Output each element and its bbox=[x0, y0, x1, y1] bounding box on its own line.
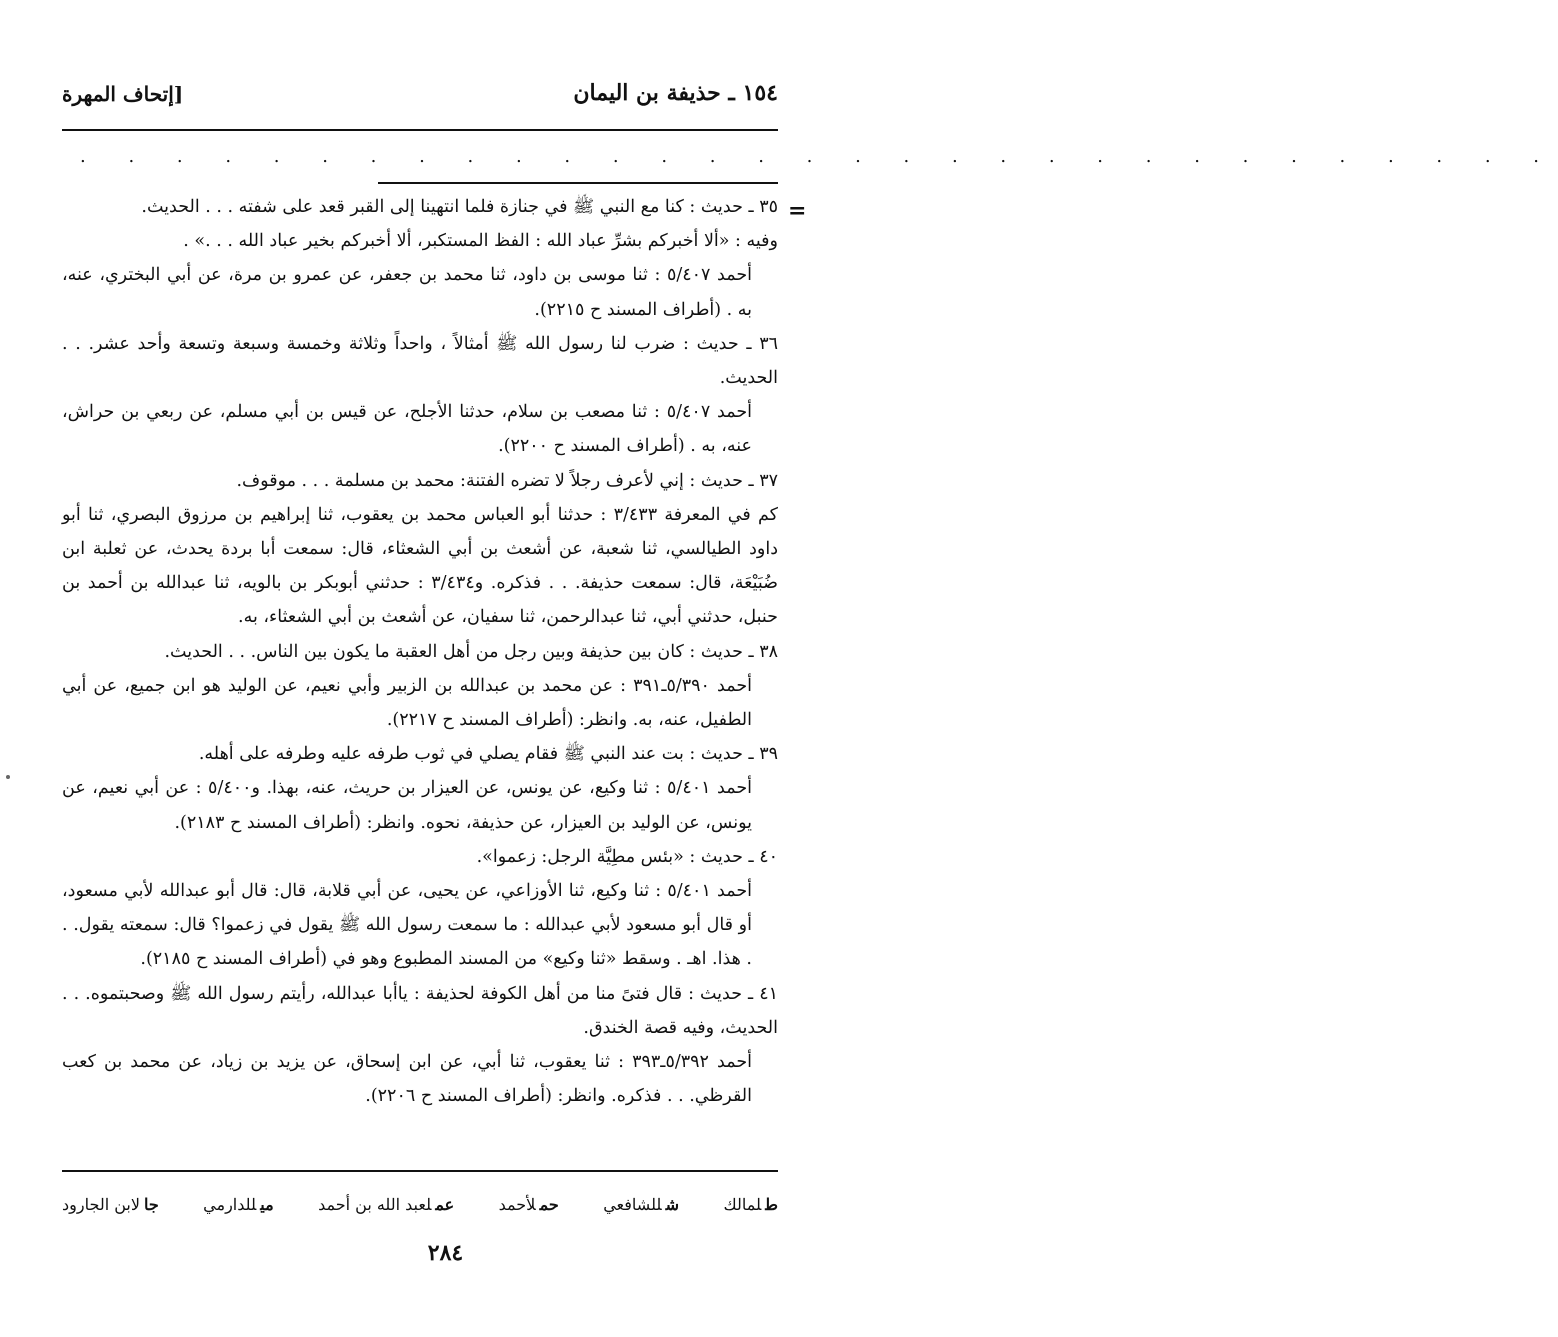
header-rule bbox=[62, 129, 778, 131]
entry-37-source: كم في المعرفة ٣/٤٣٣ : حدثنا أبو العباس محمد بن يعقوب، ثنا إبراهيم بن مرزوق البصري، ثنا أبو داود الطيالسي، ثنا شعبة، عن أشعث بن أبي الشعثاء، قال: سمعت أبا بردة يحدث، عن ثعلبة ابن ضُبَيْعَة، قال: سمعت حذيفة. . . فذكره. و٣/٤٣٤ : حدثني أبوبكر بن بالويه، ثنا عبدالله بن أحمد بن حنبل، حدثني أبي، ثنا عبدالرحمن، ثنا سفيان، عن أشعث بن أبي الشعثاء، به. bbox=[62, 504, 779, 628]
entry-40-source: أحمد ٥/٤٠١ : ثنا وكيع، ثنا الأوزاعي، عن يحيى، عن أبي قلابة، قال: قال أبو عبدالله لأبي مسعود، أو قال أبو مسعود لأبي عبدالله : ما سمعت رسول الله ﷺ يقول في زعموا؟ قال: سمعته يقول. . . هذا. اهـ . وسقط «ثنا وكيع» من المسند المطبوع وهو في (أطراف المسند ح ٢١٨٥). bbox=[62, 881, 753, 970]
entry-38-source: أحمد ٥/٣٩٠ـ٣٩١ : عن محمد بن عبدالله بن الزبير وأبي نعيم، عن الوليد هو ابن جميع، عن أبي الطفيل، عنه، به. وانظر: (أطراف المسند ح ٢٢١٧). bbox=[62, 675, 753, 731]
ellipsis-dots: . . . . . . . . . . . . . . . . . . . . . . . . . . . . . . . bbox=[80, 146, 1558, 167]
section-title: ١٥٤ ـ حذيفة بن اليمان bbox=[573, 80, 778, 106]
entry-41: ٤١ ـ حديث : قال فتىً منا من أهل الكوفة لحذيفة : ياأبا عبدالله، رأيتم رسول الله ﷺ وصحبتموه. . . الحديث، وفيه قصة الخندق. bbox=[62, 983, 778, 1038]
abbr-item: حملأحمد bbox=[498, 1194, 559, 1214]
page-header bbox=[62, 80, 778, 120]
footer-rule bbox=[62, 1170, 778, 1172]
entry-36: ٣٦ ـ حديث : ضرب لنا رسول الله ﷺ أمثالاً ، واحداً وثلاثة وخمسة وسبعة وتسعة وأحد عشر. . . الحديث. bbox=[62, 333, 778, 389]
entry-38: ٣٨ ـ حديث : كان بين حذيفة وبين رجل من أهل العقبة ما يكون بين الناس. . . الحديث. bbox=[164, 641, 778, 662]
book-title: [إتحاف المهرة bbox=[62, 82, 184, 106]
abbr-item: ميللدارمي bbox=[203, 1194, 274, 1214]
abbreviation-legend bbox=[62, 1188, 778, 1220]
entry-39: ٣٩ ـ حديث : بت عند النبي ﷺ فقام يصلي في ثوب طرفه عليه وطرفه على أهله. bbox=[198, 744, 778, 765]
hadith-entries bbox=[62, 190, 778, 1113]
entry-35-text: وفيه : «ألا أخبركم بشرِّ عباد الله : الفظ المستكبر، ألا أخبركم بخير عباد الله . . .» . bbox=[183, 231, 778, 252]
margin-speck bbox=[6, 775, 10, 779]
abbr-item: جالابن الجارود bbox=[62, 1194, 159, 1214]
entry-36-source: أحمد ٥/٤٠٧ : ثنا مصعب بن سلام، حدثنا الأجلح، عن قيس بن أبي مسلم، عن ربعي بن حراش، عنه، به . (أطراف المسند ح ٢٢٠٠). bbox=[62, 402, 753, 457]
entry-35: ٣٥ ـ حديث : كنا مع النبي ﷺ في جنازة فلما انتهينا إلى القبر قعد على شفته . . . الحديث. bbox=[141, 197, 778, 217]
continuation-marker: = bbox=[788, 198, 807, 224]
abbr-item: طلمالك bbox=[723, 1194, 778, 1214]
entry-39-source: أحمد ٥/٤٠١ : ثنا وكيع، عن يونس، عن العيزار بن حريث، عنه، بهذا. و٥/٤٠٠ : عن أبي نعيم، عن يونس، عن الوليد بن العيزار، عن حذيفة، نحوه. وانظر: (أطراف المسند ح ٢١٨٣). bbox=[62, 778, 752, 833]
page-number: ٢٨٤ bbox=[427, 1240, 464, 1266]
abbr-item: شللشافعي bbox=[603, 1194, 680, 1214]
entry-35-source: أحمد ٥/٤٠٧ : ثنا موسى بن داود، ثنا محمد بن جعفر، عن عمرو بن مرة، عن أبي البختري، عنه، به . (أطراف المسند ح ٢٢١٥). bbox=[62, 265, 752, 320]
abbr-item: عملعبد الله بن أحمد bbox=[318, 1194, 455, 1214]
section-rule bbox=[378, 182, 778, 184]
entry-37: ٣٧ ـ حديث : إني لأعرف رجلاً لا تضره الفتنة: محمد بن مسلمة . . . موقوف. bbox=[236, 470, 778, 491]
entry-41-source: أحمد ٥/٣٩٢ـ٣٩٣ : ثنا يعقوب، ثنا أبي، عن ابن إسحاق، عن يزيد بن زياد، عن محمد بن كعب القرظي. . . فذكره. وانظر: (أطراف المسند ح ٢٢٠٦). bbox=[62, 1052, 752, 1107]
entry-40: ٤٠ ـ حديث : «بئس مطِيَّة الرجل: زعموا». bbox=[476, 846, 778, 867]
